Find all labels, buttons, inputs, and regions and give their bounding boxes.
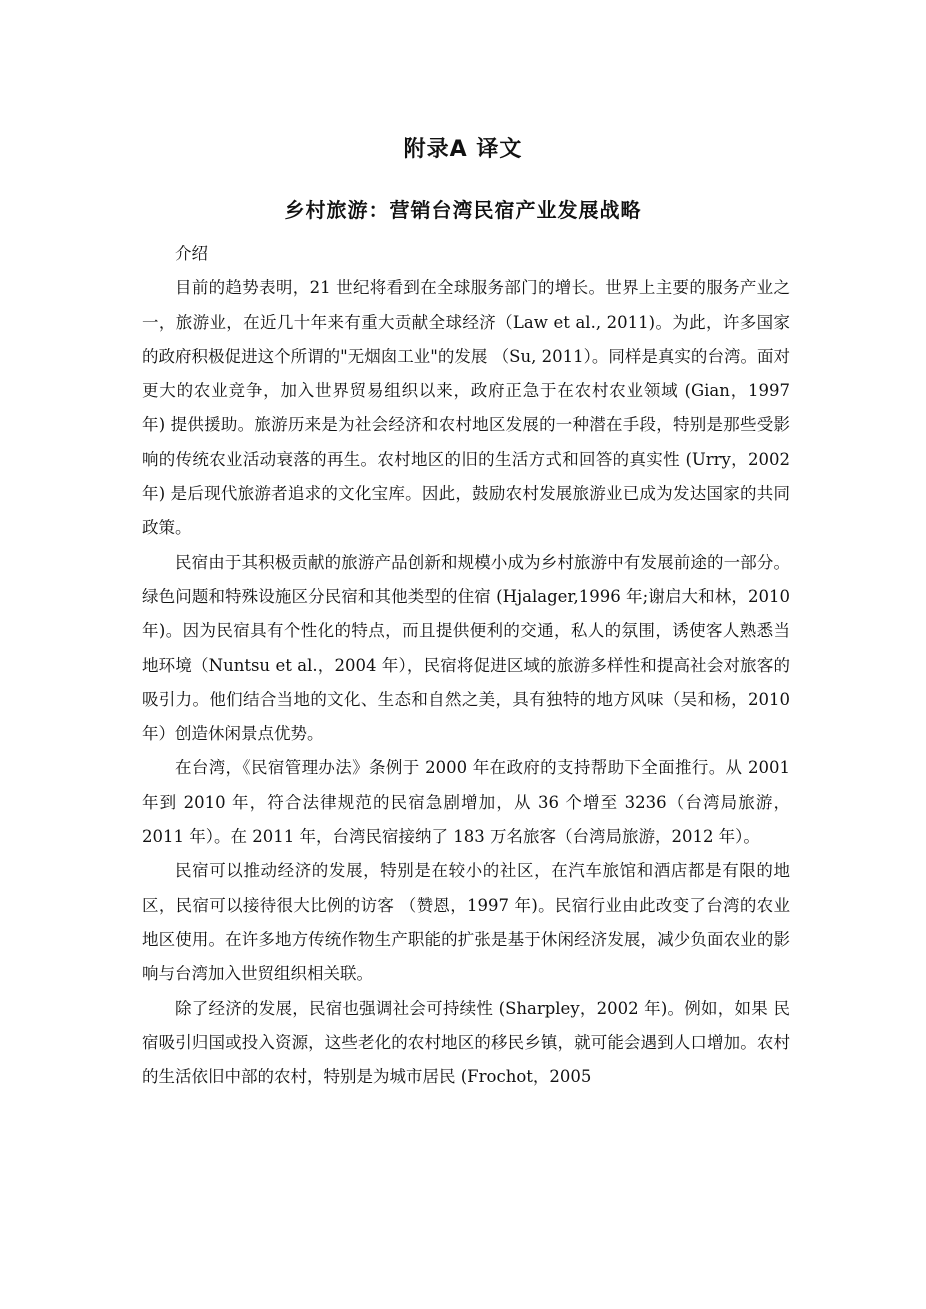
paragraph-social-sustainability: 除了经济的发展，民宿也强调社会可持续性 (Sharpley，2002 年)。例如，如果 民宿吸引归国或投入资源，这些老化的农村地区的移民乡镇，就可能会遇到人口增加。农村的生活依旧中部的农村，特别是为城市居民 (Frochot，2005 xyxy=(142,998,790,1087)
appendix-title: 附录A 译文 xyxy=(403,137,523,162)
body-text xyxy=(142,237,790,1094)
paragraph-minsu-innovation: 民宿由于其积极贡献的旅游产品创新和规模小成为乡村旅游中有发展前途的一部分。绿色问题和特殊设施区分民宿和其他类型的住宿 (Hjalager,1996 年;谢启大和林，2010 年)。因为民宿具有个性化的特点，而且提供便利的交通，私人的氛围，诱使客人熟悉当地环境（Nuntsu et al.，2004 年），民宿将促进区域的旅游多样性和提高社会对旅客的吸引力。他们结合当地的文化、生态和自然之美，具有独特的地方风味（吴和杨，2010 年）创造休闲景点优势。 xyxy=(142,552,790,744)
paragraph-trends: 目前的趋势表明，21 世纪将看到在全球服务部门的增长。世界上主要的服务产业之一，旅游业，在近几十年来有重大贡献全球经济（Law et al., 2011)。为此，许多国家的政府积极促进这个所谓的"无烟囱工业"的发展 （Su, 2011）。同样是真实的台湾。面对更大的农业竞争，加入世界贸易组织以来，政府正急于在农村农业领域 (Gian，1997 年) 提供援助。旅游历来是为社会经济和农村地区发展的一种潜在手段，特别是那些受影响的传统农业活动衰落的再生。农村地区的旧的生活方式和回答的真实性 (Urry，2002 年) 是后现代旅游者追求的文化宝库。因此，鼓励农村发展旅游业已成为发达国家的共同政策。 xyxy=(142,278,790,538)
article-title: 乡村旅游：营销台湾民宿产业发展战略 xyxy=(284,198,642,222)
paragraph-taiwan-regulation: 在台湾，《民宿管理办法》条例于 2000 年在政府的支持帮助下全面推行。从 2001 年到 2010 年，符合法律规范的民宿急剧增加，从 36 个增至 3236（台湾局旅游，2011 年）。在 2011 年，台湾民宿接纳了 183 万名旅客（台湾局旅游，2012 年）。 xyxy=(142,758,790,847)
paragraph-economic-development: 民宿可以推动经济的发展，特别是在较小的社区，在汽车旅馆和酒店都是有限的地区，民宿可以接待很大比例的访客 （赞恩，1997 年)。民宿行业由此改变了台湾的农业地区使用。在许多地方传统作物生产职能的扩张是基于休闲经济发展，减少负面农业的影响与台湾加入世贸组织相关联。 xyxy=(142,861,790,984)
intro-label: 介绍 xyxy=(175,244,208,263)
